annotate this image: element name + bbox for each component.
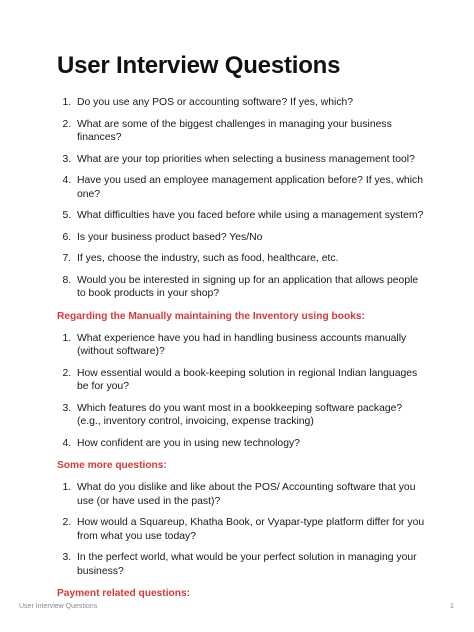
- list-item: 3. Which features do you want most in a bookkeeping software package? (e.g., inventory control, invoicing, expense tracking): [74, 402, 427, 429]
- footer-document-title: User Interview Questions: [19, 603, 98, 610]
- list-item: 7. If yes, choose the industry, such as food, healthcare, etc.: [74, 252, 427, 266]
- footer-page-number: 1: [450, 603, 454, 610]
- list-item: 4. How confident are you in using new technology?: [74, 437, 427, 451]
- list-item: 3. In the perfect world, what would be your perfect solution in managing your business?: [74, 551, 427, 578]
- section-heading-more: Some more questions:: [57, 460, 167, 471]
- list-item: 8. Would you be interested in signing up for an application that allows people to book products in your shop?: [74, 274, 427, 301]
- section-heading-payment: Payment related questions:: [57, 588, 191, 599]
- list-item: 1. Do you use any POS or accounting software? If yes, which?: [74, 96, 427, 110]
- list-item: 4. Have you used an employee management application before? If yes, which one?: [74, 174, 427, 201]
- list-item: 2. How essential would a book-keeping solution in regional Indian languages be for you?: [74, 367, 427, 394]
- list-item: 5. What difficulties have you faced before while using a management system?: [74, 209, 427, 223]
- question-list-more: [57, 481, 427, 578]
- document-content: [57, 96, 427, 609]
- question-list-general: [57, 96, 427, 301]
- list-item: 2. How would a Squareup, Khatha Book, or Vyapar-type platform differ for you from what you use today?: [74, 516, 427, 543]
- question-list-inventory: [57, 332, 427, 451]
- page-title: User Interview Questions: [57, 52, 341, 79]
- section-heading-inventory: Regarding the Manually maintaining the Inventory using books:: [57, 310, 365, 322]
- list-item: 1. What experience have you had in handling business accounts manually (without software)?: [74, 332, 427, 359]
- list-item: 1. What do you dislike and like about the POS/ Accounting software that you use (or have used in the past)?: [74, 481, 427, 508]
- list-item: 2. What are some of the biggest challenges in managing your business finances?: [74, 118, 427, 145]
- list-item: 6. Is your business product based? Yes/No: [74, 231, 427, 245]
- list-item: 3. What are your top priorities when selecting a business management tool?: [74, 153, 427, 167]
